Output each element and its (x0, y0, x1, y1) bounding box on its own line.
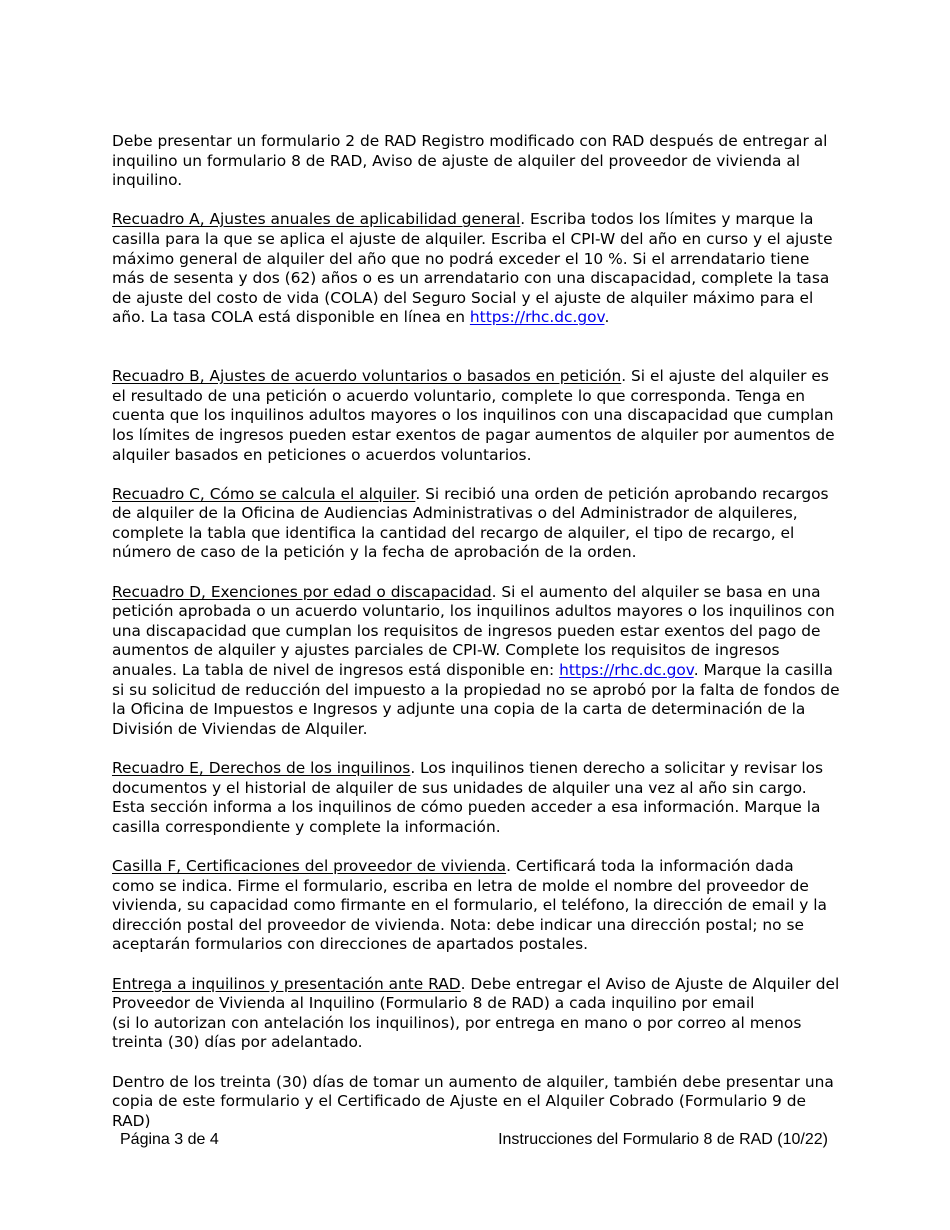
footer-page-number: Página 3 de 4 (120, 1131, 219, 1148)
box-b-text: . Si el ajuste del alquiler es el resultado de una petición o acuerdo voluntario, complete lo que corresponda. Tenga en cuenta que los inquilinos adultos mayores o los inquilinos con una discapacidad que cumplan los límites de ingresos pueden estar exentos de pagar aumentos de alquiler por aumentos de alquiler basados en peticiones o acuerdos voluntarios. (112, 367, 835, 464)
box-c-heading: Recuadro C, Cómo se calcula el alquiler (112, 484, 416, 503)
box-d-heading: Recuadro D, Exenciones por edad o discapacidad (112, 582, 492, 601)
closing-paragraph (112, 1073, 840, 1132)
box-c-text: . Si recibió una orden de petición aprobando recargos de alquiler de la Oficina de Audiencias Administrativas o del Administrador de alquileres, complete la tabla que identifica la cantidad del recargo de alquiler, el tipo de recargo, el número de caso de la petición y la fecha de aprobación de la orden. (112, 484, 829, 562)
box-a-text: . Escriba todos los límites y marque la casilla para la que se aplica el ajuste de alquiler. Escriba el CPI-W del año en curso y el ajuste máximo general de alquiler del año que no podrá exceder el 10 %. Si el arrendatario tiene más de sesenta y dos (62) años o es un arrendatario con una discapacidad, complete la tasa de ajuste del costo de vida (COLA) del Seguro Social y el ajuste de alquiler máximo para el año. La tasa COLA está disponible en línea en (112, 210, 833, 327)
box-e-heading: Recuadro E, Derechos de los inquilinos (112, 759, 411, 777)
box-a-link[interactable]: https://rhc.dc.gov (469, 308, 605, 327)
box-f-heading: Casilla F, Certificaciones del proveedor de vivienda (112, 856, 507, 875)
instructions-body (112, 132, 840, 1151)
box-a-heading: Recuadro A, Ajustes anuales de aplicabilidad general (112, 210, 521, 229)
delivery-text-2: (si lo autorizan con antelación los inquilinos), por entrega en mano o por correo al menos treinta (30) días por adelantado. (112, 1013, 802, 1052)
box-d-paragraph (112, 583, 840, 740)
delivery-text: . Debe entregar el Aviso de Ajuste de Alquiler del Proveedor de Vivienda al Inquilino (Formulario 8 de RAD) a cada inquilino por email (112, 974, 840, 1013)
box-c-paragraph (112, 485, 840, 563)
delivery-heading: Entrega a inquilinos y presentación ante RAD (112, 974, 461, 993)
box-f-paragraph (112, 857, 840, 955)
box-b-heading: Recuadro B, Ajustes de acuerdo voluntarios o basados en petición (112, 367, 622, 386)
box-d-text-end: . Marque la casilla si su solicitud de reducción del impuesto a la propiedad no se aprobó por la falta de fondos de la Oficina de Impuestos e Ingresos y adjunte una copia de la carta de determinación de la División de Viviendas de Alquiler. (112, 661, 840, 738)
box-d-text: . Si el aumento del alquiler se basa en una petición aprobada o un acuerdo voluntario, los inquilinos adultos mayores o los inquilinos con una discapacidad que cumplan los requisitos de ingresos pueden estar exentos del pago de aumentos de alquiler y ajustes parciales de CPI-W. Complete los requisitos de ingresos anuales. La tabla de nivel de ingresos está disponible en: (112, 582, 835, 680)
box-e-paragraph (112, 759, 840, 837)
box-b-paragraph (112, 367, 840, 465)
box-e-text: . Los inquilinos tienen derecho a solicitar y revisar los documentos y el historial de alquiler de sus unidades de alquiler una vez al año sin cargo. Esta sección informa a los inquilinos de cómo pueden acceder a esa información. Marque la casilla correspondiente y complete la información. (112, 759, 824, 836)
footer-form-title: Instrucciones del Formulario 8 de RAD (10/22) (498, 1131, 828, 1148)
closing-text: Dentro de los treinta (30) días de tomar un aumento de alquiler, también debe presentar una copia de este formulario y el Certificado de Ajuste en el Alquiler Cobrado (Formulario 9 de RAD) (112, 1072, 834, 1130)
box-f-text: . Certificará toda la información dada como se indica. Firme el formulario, escriba en letra de molde el nombre del proveedor de vivienda, su capacidad como firmante en el formulario, el teléfono, la dirección de email y la dirección postal del proveedor de vivienda. Nota: debe indicar una dirección postal; no se aceptarán formularios con direcciones de apartados postales. (112, 856, 827, 954)
delivery-paragraph (112, 975, 840, 1053)
intro-paragraph (112, 132, 840, 191)
intro-text: Debe presentar un formulario 2 de RAD Registro modificado con RAD después de entregar al inquilino un formulario 8 de RAD, Aviso de ajuste de alquiler del proveedor de vivienda al inquilino. (112, 132, 828, 190)
box-a-text-end: . (604, 308, 610, 327)
box-d-link[interactable]: https://rhc.dc.gov (559, 661, 694, 680)
box-a-paragraph (112, 210, 840, 328)
